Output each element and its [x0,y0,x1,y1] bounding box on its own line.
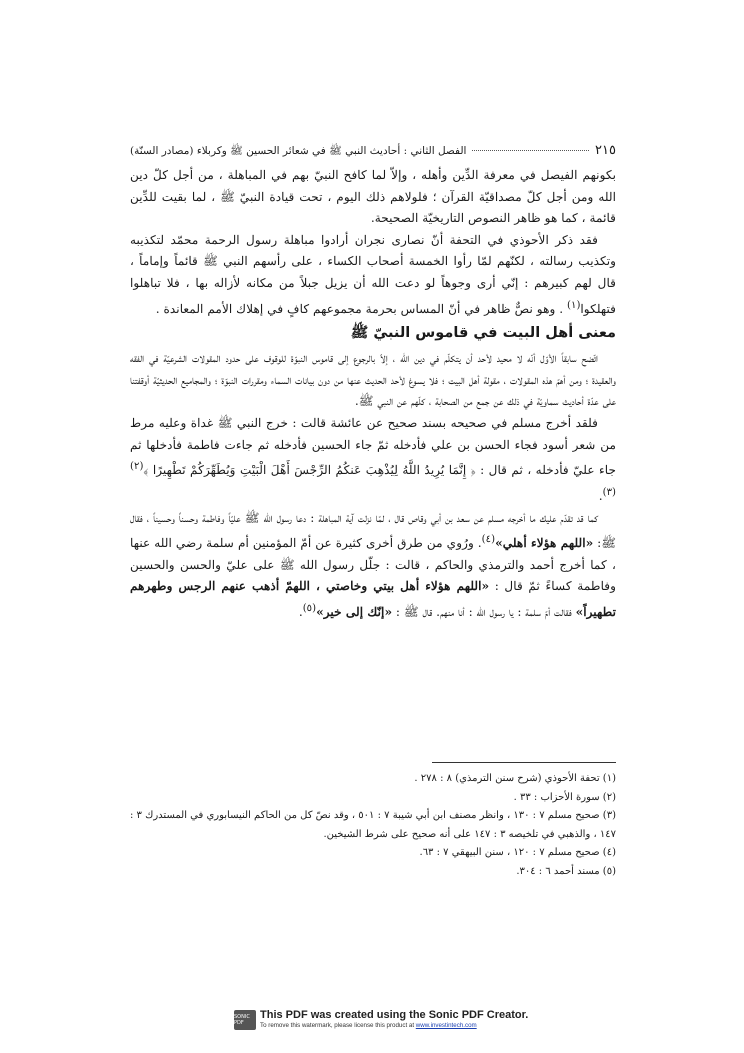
paragraph-5-text-b: . ورُوي من طرق أخرى كثيرة عن أمّ المؤمنين أم سلمة رضي الله عنها ، كما أخرج أحمد والترمذي والحاكم ، قالت : جلّل رسول الله ﷺ على عليّ والحسن والحسين وفاطمة كساءً ثمّ قال : [130,536,616,594]
paragraph-3: اتّضح سابقاً الأوّل أنّه لا محيد لأحد أن يتكلّم في دين الله ، إلاّ بالرجوع إلى قاموس النبوّة للوقوف على حدود المقولات الشرعيّة في الفقه والعقيدة ؛ ومن أهمّ هذه المقولات ، مقولة أهل البيت ؛ فلا يسوغ لأحد الحديث عنها من دون بيانات السماء ومقررات النبوّة ؛ والمجاميع الحديثيّة أوقفتنا على عدّة أحاديث سماويّة في ذلك عن جمع من الصحابة ، كلّهم عن النبي ﷺ. [130,351,616,409]
footnote-ref-5: (٥) [302,602,317,614]
footnote-4: (٤) صحيح مسلم ٧ : ١٢٠ ، سنن البيهقي ٧ : ٦٣. [419,847,616,858]
footnote-ref-4: (٤) [481,534,496,546]
hadith-quote-2: «اللهم هؤلاء أهل بيتي وخاصتي ، اللهمّ أذهب عنهم الرجس وطهرهم تطهيراً» [130,579,616,619]
hadith-quote-3: «إنّك إلى خير» [316,605,393,619]
paragraph-4-end: . [598,488,603,503]
paragraph-5 [130,508,616,624]
paragraph-1: بكونهم الفيصل في معرفة الدِّين وأهله ، وإلاّ لما كافح النبيّ بهم في المباهلة ، من أجل كلّ دين الله ومن أجل كلّ مصداقيّة القرآن ؛ فلولاهم ذلك اليوم ، تحت قيادة النبيّ ﷺ ، لما بقيت للدِّين قائمة ، كما هو ظاهر النصوص التاريخيّة الصحيحة. [130,168,616,226]
paragraph-2-end: . وهو نصٌّ ظاهر في أنّ المساس بحرمة مجموعهم كافٍ في إهلاك الأمم المعاندة . [155,301,568,316]
paragraph-4 [130,413,616,508]
chapter-title: الفصل الثاني : أحاديث النبي ﷺ في شعائر الحسين ﷺ وكربلاء (مصادر السنّة) [130,145,467,157]
footnote-1: (١) تحفة الأحوذي (شرح سنن الترمذي) ٨ : ٢٧٨ . [414,773,616,784]
paragraph-5-text-a: كما قد تقدّم عليك ما أخرجه مسلم عن سعد بن أبي وقاص قال ، لمّا نزلت آية المباهلة : دعا رسول الله ﷺ عليّاً وفاطمة وحسناً وحسيناً ، فقال ﷺ: [130,510,616,551]
main-text [130,165,616,624]
paragraph-4-text: فلقد أخرج مسلم في صحيحه بسند صحيح عن عائشة قالت : خرج النبي ﷺ غداة وعليه مرط من شعر أسود فجاء الحسن بن علي فأدخله ثمّ جاء الحسين فأدخله ثم جاءت فاطمة فأدخلها ثم جاء عليّ فأدخله ، ثم قال : ﴿ إِنَّمَا يُرِيدُ اللَّهُ لِيُذْهِبَ عَنكُمُ الرِّجْسَ أَهْلَ الْبَيْتِ وَيُطَهِّرَكُمْ تَطْهِيرًا ﴾ [130,416,616,478]
dotted-leader [472,149,589,151]
footnote-ref-2-3: (٢) (٣) [130,461,616,498]
footnote-separator [432,762,616,763]
paragraph-2-text: فقد ذكر الأحوذي في التحفة أنّ نصارى نجران أرادوا مباهلة رسول الرحمة محمّد لتكذيبه وتكذيب رسالته ، لكنّهم لمّا رأوا الخمسة أصحاب الكساء ، على رأسهم النبي ﷺ قائماً وإماماً ، قال لهم كبيرهم : إنّي أرى وجوهاً لو دعت الله أن يزيل جبلاً من مكانه لأزاله بها ، فلا تباهلوا فتهلكوا [130,232,616,316]
footnotes [130,770,616,881]
watermark-subtitle [260,1022,477,1029]
page-number: ٢١٥ [595,143,616,158]
paragraph-2 [130,230,616,320]
watermark-title: This PDF was created using the Sonic PDF Creator. [260,1009,529,1021]
pdf-watermark [234,1008,534,1032]
section-heading: معنى أهل البيت في قاموس النبيّ ﷺ [350,325,616,342]
sonic-pdf-logo-icon: SONIC PDF [234,1010,256,1030]
running-header [130,143,616,160]
watermark-link[interactable]: www.investintech.com [415,1022,477,1029]
hadith-quote-1: «اللهم هؤلاء أهلي» [495,536,594,551]
footnote-2: (٢) سورة الأحزاب : ٣٣ . [513,791,616,803]
paragraph-5-text-c: فقالت أمّ سلمة : يا رسول الله : أنا منهم. قال ﷺ : [392,605,576,619]
footnote-5: (٥) مسند أحمد ٦ : ٣٠٤. [516,865,616,877]
watermark-subtitle-text: To remove this watermark, please license this product at [260,1022,416,1029]
footnote-3: (٣) صحيح مسلم ٧ : ١٣٠ ، وانظر مصنف ابن أبي شيبة ٧ : ٥٠١ ، وقد نصّ كل من الحاكم النيسابوري في المستدرك ٣ : ١٤٧ ، والذهبي في تلخيصه ٣ : ١٤٧ على أنه صحيح على شرط الشيخين. [129,810,616,840]
footnote-ref-1: (١) [567,299,581,311]
paragraph-5-end: . [298,605,303,619]
